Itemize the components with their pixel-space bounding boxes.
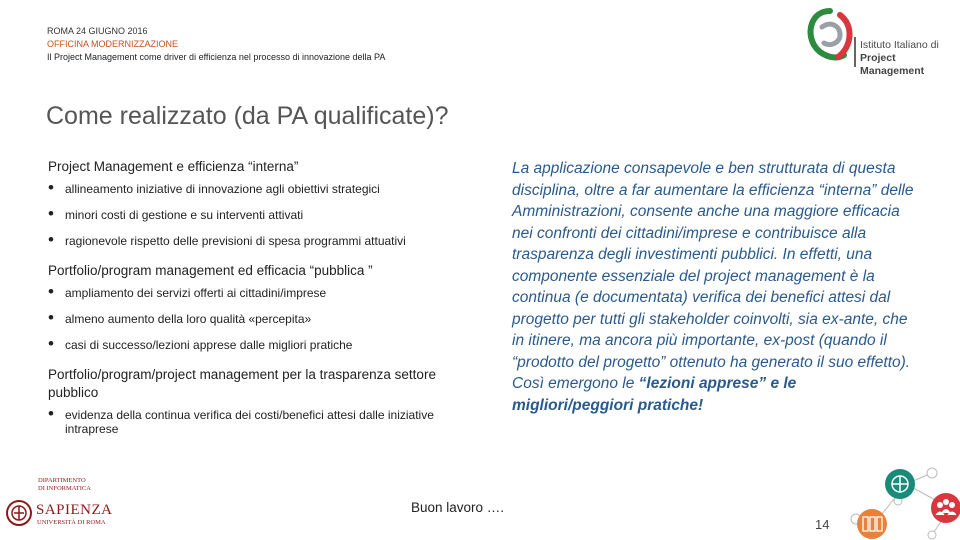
bullet-icon: • <box>48 334 54 353</box>
people-icon <box>931 493 960 523</box>
sapienza-name: SAPIENZA <box>36 502 113 518</box>
dept-line2: DI INFORMATICA <box>38 485 91 492</box>
bullet-text: casi di successo/lezioni apprese dalle migliori pratiche <box>65 338 353 352</box>
bullet-list <box>48 404 488 436</box>
bullet-text: ampliamento dei servizi offerti ai cittadini/imprese <box>65 286 327 300</box>
bullet-icon: • <box>48 230 54 249</box>
section-heading: Project Management e efficienza “interna” <box>48 159 299 174</box>
sapienza-logo <box>4 474 124 534</box>
bullet-icon: • <box>48 308 54 327</box>
logo-swirl-icon <box>800 3 860 73</box>
bullet-icon: • <box>48 404 54 423</box>
bullet-text: minori costi di gestione e su interventi attivati <box>65 208 304 222</box>
section-heading: Portfolio/program/project management per la trasparenza settore pubblico <box>48 367 436 400</box>
bullet-list <box>48 282 488 353</box>
bullet-text: almeno aumento della loro qualità «percepita» <box>65 312 312 326</box>
list-item <box>48 204 488 223</box>
section-heading: Portfolio/program management ed efficacia “pubblica ” <box>48 263 373 278</box>
sapienza-sub: UNIVERSITÀ DI ROMA <box>37 519 106 526</box>
logo-line1: Istituto Italiano di <box>860 39 939 51</box>
office-label: OFFICINA MODERNIZZAZIONE <box>47 39 179 49</box>
list-item <box>48 404 488 436</box>
bullet-icon: • <box>48 282 54 301</box>
closing-text: Buon lavoro …. <box>411 500 505 515</box>
network-node-icon <box>885 469 915 499</box>
logo-text <box>860 39 960 78</box>
list-item <box>48 334 488 353</box>
slide-header <box>47 25 385 64</box>
header-subtitle: Il Project Management come driver di efficienza nel processo di innovazione della PA <box>47 52 386 62</box>
page-number: 14 <box>815 517 830 532</box>
left-column <box>48 158 488 450</box>
list-item <box>48 178 488 197</box>
slide-title: Come realizzato (da PA qualificate)? <box>46 102 449 130</box>
right-paragraph <box>512 158 922 416</box>
list-item <box>48 308 488 327</box>
logo-line2: Project Management <box>860 52 925 77</box>
list-item <box>48 282 488 301</box>
bullet-icon: • <box>48 178 54 197</box>
bullet-text: evidenza della continua verifica dei costi/benefici attesi dalle iniziative intraprese <box>65 408 434 436</box>
bullet-text: allineamento iniziative di innovazione agli obiettivi strategici <box>65 182 380 196</box>
bullet-icon: • <box>48 204 54 223</box>
paragraph-emphasis: “lezioni apprese” e le migliori/peggiori pratiche! <box>512 375 797 414</box>
decorative-network <box>842 455 960 540</box>
books-icon <box>857 509 887 539</box>
sapienza-seal-icon <box>6 496 32 530</box>
paragraph-body: La applicazione consapevole e ben strutturata di questa disciplina, oltre a far aumentare la efficienza “interna” delle Amministrazioni, consente anche una maggiore efficacia nei confronti dei cittadini/imprese e contribuisce alla trasparenza degli investimenti pubblici. In effetti, una componente essenziale del project management è la continua (e documentata) verifica dei benefici attesi dal progetto per tutti gli stakeholder coinvolti, sia ex-ante, che in itinere, ma ancora più importante, ex-post (quando il “prodotto del progetto” ottenuto ha generato il suo effetto). Così emergono le <box>512 160 914 392</box>
event-date: ROMA 24 GIUGNO 2016 <box>47 26 148 36</box>
istituto-logo <box>800 3 960 77</box>
bullet-text: ragionevole rispetto delle previsioni di spesa programmi attuativi <box>65 234 406 248</box>
dept-line1: DIPARTIMENTO <box>38 477 86 484</box>
list-item <box>48 230 488 249</box>
bullet-list <box>48 178 488 249</box>
